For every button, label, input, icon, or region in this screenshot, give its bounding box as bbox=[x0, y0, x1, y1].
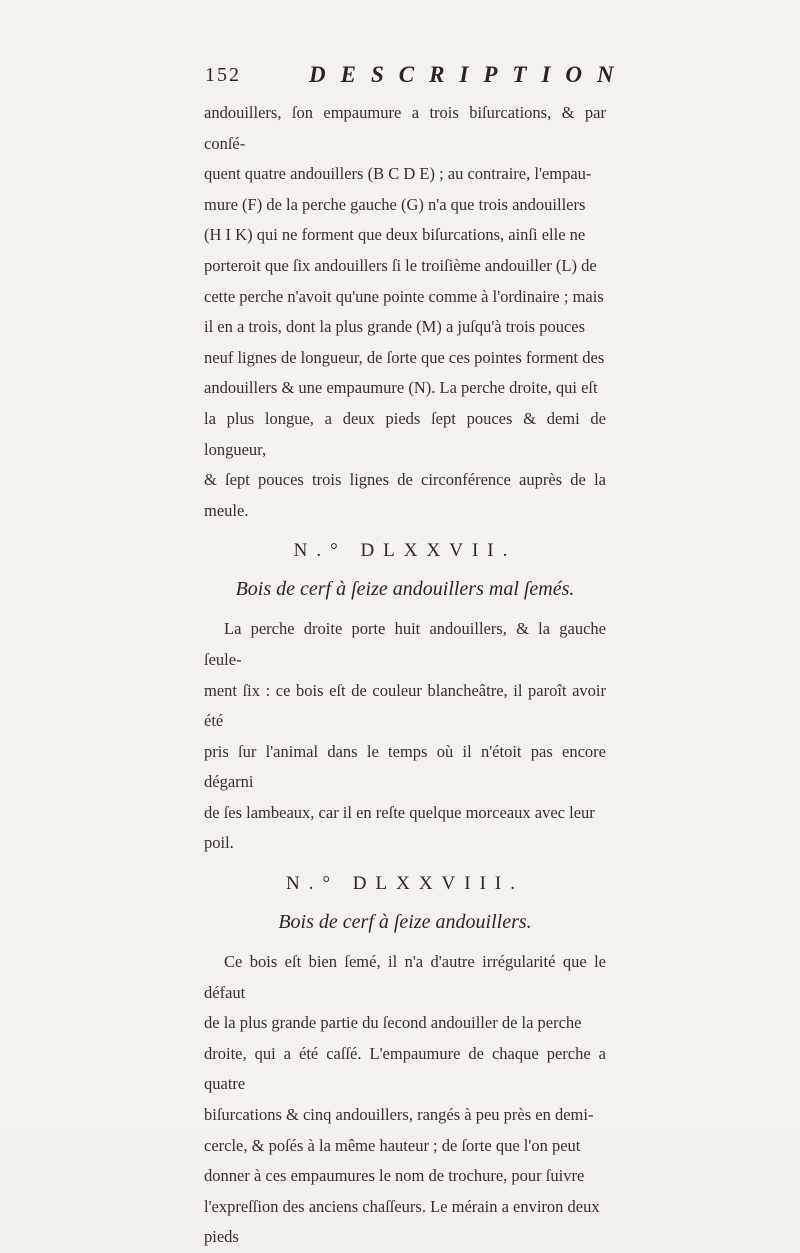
entry-number: N.° DLXXVII. bbox=[293, 540, 517, 562]
paragraph-continued bbox=[204, 98, 606, 526]
entry-title: Bois de cerf à ſeize andouillers mal ſemés. bbox=[235, 578, 575, 601]
text-line: quent quatre andouillers (B C D E) ; au contraire, l'empau- bbox=[204, 164, 592, 184]
text-line: porteroit que ſix andouillers ſi le troiſième andouiller (L) de bbox=[204, 255, 597, 275]
page-header bbox=[205, 62, 629, 96]
text-line: de la plus grande partie du ſecond andouiller de la perche bbox=[204, 1013, 582, 1033]
entry-paragraph bbox=[204, 614, 606, 859]
text-line: l'expreſſion des anciens chaſſeurs. Le mérain a environ deux bbox=[204, 1196, 600, 1216]
text-line: donner à ces empaumures le nom de trochure, pour ſuivre bbox=[204, 1166, 585, 1186]
catchword: pieds bbox=[204, 1227, 239, 1247]
text-line: pris ſur l'animal dans le temps où il n'étoit pas encore dégarni bbox=[204, 741, 606, 792]
text-line: neuf lignes de longueur, de ſorte que ces pointes forment des bbox=[204, 347, 605, 367]
text-line: mure (F) de la perche gauche (G) n'a que trois andouillers bbox=[204, 194, 586, 214]
entry-title: Bois de cerf à ſeize andouillers. bbox=[278, 911, 532, 934]
text-line: (H I K) qui ne forment que deux biſurcations, ainſi elle ne bbox=[204, 225, 586, 245]
entry-number: N.° DLXXVIII. bbox=[285, 873, 525, 895]
entry-paragraph bbox=[204, 947, 606, 1253]
text-line: andouillers & une empaumure (N). La perche droite, qui eſt bbox=[204, 378, 598, 398]
page-number: 152 bbox=[205, 64, 241, 86]
text-line: ment ſix : ce bois eſt de couleur blancheâtre, il paroît avoir été bbox=[204, 680, 606, 731]
text-line: Ce bois eſt bien ſemé, il n'a d'autre irrégularité que le défaut bbox=[204, 952, 606, 1002]
text-line: La perche droite porte huit andouillers, & la gauche ſeule- bbox=[204, 619, 606, 669]
text-line: droite, qui a été caſſé. L'empaumure de chaque perche a quatre bbox=[204, 1043, 606, 1094]
text-line: il en a trois, dont la plus grande (M) a juſqu'à trois pouces bbox=[204, 317, 586, 337]
text-line: de ſes lambeaux, car il en reſte quelque morceaux avec leur bbox=[204, 802, 595, 822]
text-line: & ſept pouces trois lignes de circonférence auprès de la meule. bbox=[204, 470, 606, 520]
text-line: andouillers, ſon empaumure a trois biſurcations, & par conſé- bbox=[204, 103, 606, 153]
text-line: biſurcations & cinq andouillers, rangés à peu près en demi- bbox=[204, 1105, 594, 1125]
text-line: la plus longue, a deux pieds ſept pouces & demi de longueur, bbox=[204, 408, 606, 459]
text-line: cette perche n'avoit qu'une pointe comme à l'ordinaire ; mais bbox=[204, 286, 604, 306]
page-body bbox=[204, 98, 606, 1253]
text-line: poil. bbox=[204, 833, 234, 853]
running-title: DESCRIPTION bbox=[309, 62, 629, 87]
text-line: cercle, & poſés à la même hauteur ; de ſorte que l'on peut bbox=[204, 1135, 581, 1155]
